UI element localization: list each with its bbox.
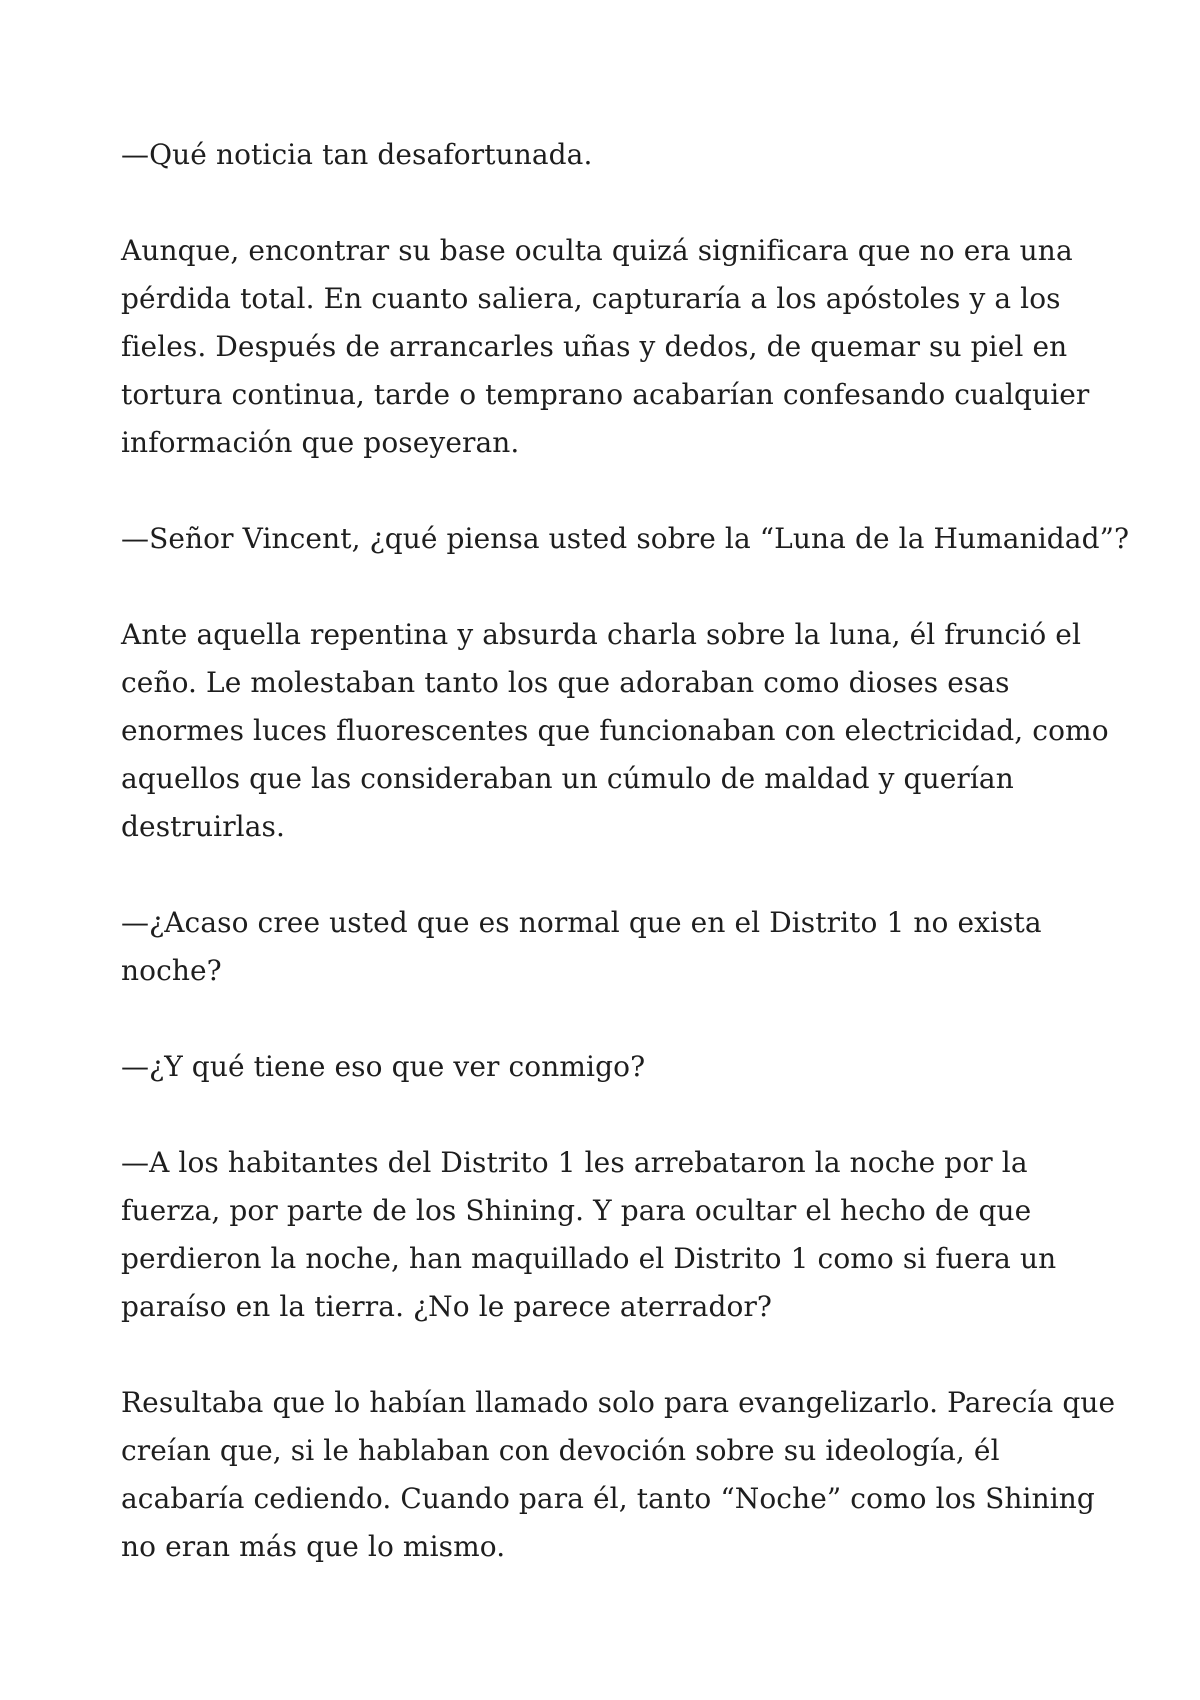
text-line: paraíso en la tierra. ¿No le parece aterrador?: [121, 1290, 773, 1323]
text-line: enormes luces fluorescentes que funcionaban con electricidad, como: [121, 714, 1109, 747]
paragraph-5: [121, 899, 1101, 995]
page-body: [121, 131, 1130, 1619]
text-line: fuerza, por parte de los Shining. Y para ocultar el hecho de que: [121, 1194, 1032, 1227]
text-line: acabaría cediendo. Cuando para él, tanto “Noche” como los Shining: [121, 1482, 1095, 1515]
text-line: no eran más que lo mismo.: [121, 1530, 506, 1563]
text-line: perdieron la noche, han maquillado el Distrito 1 como si fuera un: [121, 1242, 1057, 1275]
text-line: destruirlas.: [121, 810, 285, 843]
paragraph-6: [121, 1043, 1101, 1091]
text-line: fieles. Después de arrancarles uñas y dedos, de quemar su piel en: [121, 330, 1068, 363]
text-line: creían que, si le hablaban con devoción sobre su ideología, él: [121, 1434, 1000, 1467]
text-line: Ante aquella repentina y absurda charla sobre la luna, él frunció el: [121, 618, 1082, 651]
paragraph-3: [121, 515, 1130, 563]
text-line: —¿Acaso cree usted que es normal que en el Distrito 1 no exista: [121, 906, 1042, 939]
paragraph-2: [121, 227, 1101, 467]
text-line: —¿Y qué tiene eso que ver conmigo?: [121, 1050, 646, 1083]
text-line: —A los habitantes del Distrito 1 les arrebataron la noche por la: [121, 1146, 1028, 1179]
text-line: —Qué noticia tan desafortunada.: [121, 138, 593, 171]
text-line: Aunque, encontrar su base oculta quizá significara que no era una: [121, 234, 1073, 267]
paragraph-8: [121, 1379, 1116, 1571]
text-line: Resultaba que lo habían llamado solo para evangelizarlo. Parecía que: [121, 1386, 1116, 1419]
text-line: noche?: [121, 954, 222, 987]
paragraph-1: [121, 131, 1101, 179]
text-line: aquellos que las consideraban un cúmulo de maldad y querían: [121, 762, 1014, 795]
text-line: —Señor Vincent, ¿qué piensa usted sobre la “Luna de la Humanidad”?: [121, 522, 1130, 555]
paragraph-7: [121, 1139, 1101, 1331]
text-line: tortura continua, tarde o temprano acabarían confesando cualquier: [121, 378, 1090, 411]
text-line: pérdida total. En cuanto saliera, capturaría a los apóstoles y a los: [121, 282, 1061, 315]
paragraph-4: [121, 611, 1109, 851]
text-line: ceño. Le molestaban tanto los que adoraban como dioses esas: [121, 666, 1010, 699]
text-line: información que poseyeran.: [121, 426, 520, 459]
